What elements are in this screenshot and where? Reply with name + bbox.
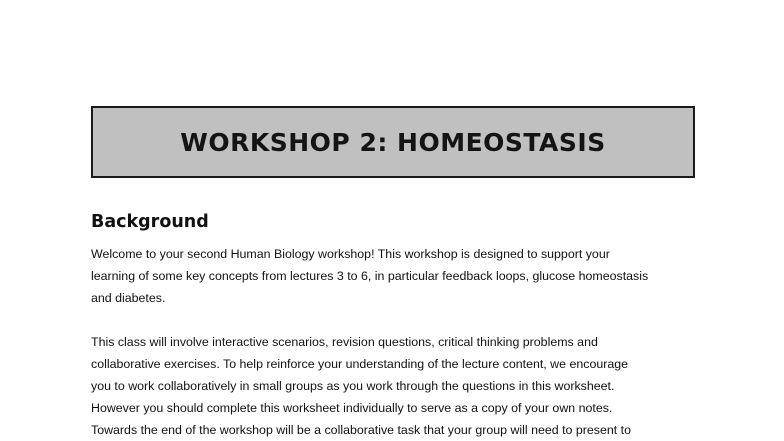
paragraph-line: and diabetes. — [91, 291, 166, 305]
paragraph-line: you to work collaboratively in small groups as you work through the questions in this worksheet. — [91, 379, 615, 393]
class-description-paragraph — [91, 331, 711, 441]
paragraph-line: learning of some key concepts from lectures 3 to 6, in particular feedback loops, glucose homeostasis — [91, 269, 649, 283]
paragraph-line: However you should complete this worksheet individually to serve as a copy of your own notes. — [91, 401, 613, 415]
paragraph-line: collaborative exercises. To help reinforce your understanding of the lecture content, we encourage — [91, 357, 629, 371]
title-banner — [91, 106, 695, 178]
section-heading-background: Background — [91, 212, 209, 232]
document-title: WORKSHOP 2: HOMEOSTASIS — [180, 127, 606, 157]
intro-paragraph — [91, 243, 711, 309]
paragraph-line: Welcome to your second Human Biology workshop! This workshop is designed to support your — [91, 247, 610, 261]
paragraph-line: Towards the end of the workshop will be a collaborative task that your group will need to present to — [91, 423, 631, 437]
paragraph-line: This class will involve interactive scenarios, revision questions, critical thinking problems and — [91, 335, 598, 349]
